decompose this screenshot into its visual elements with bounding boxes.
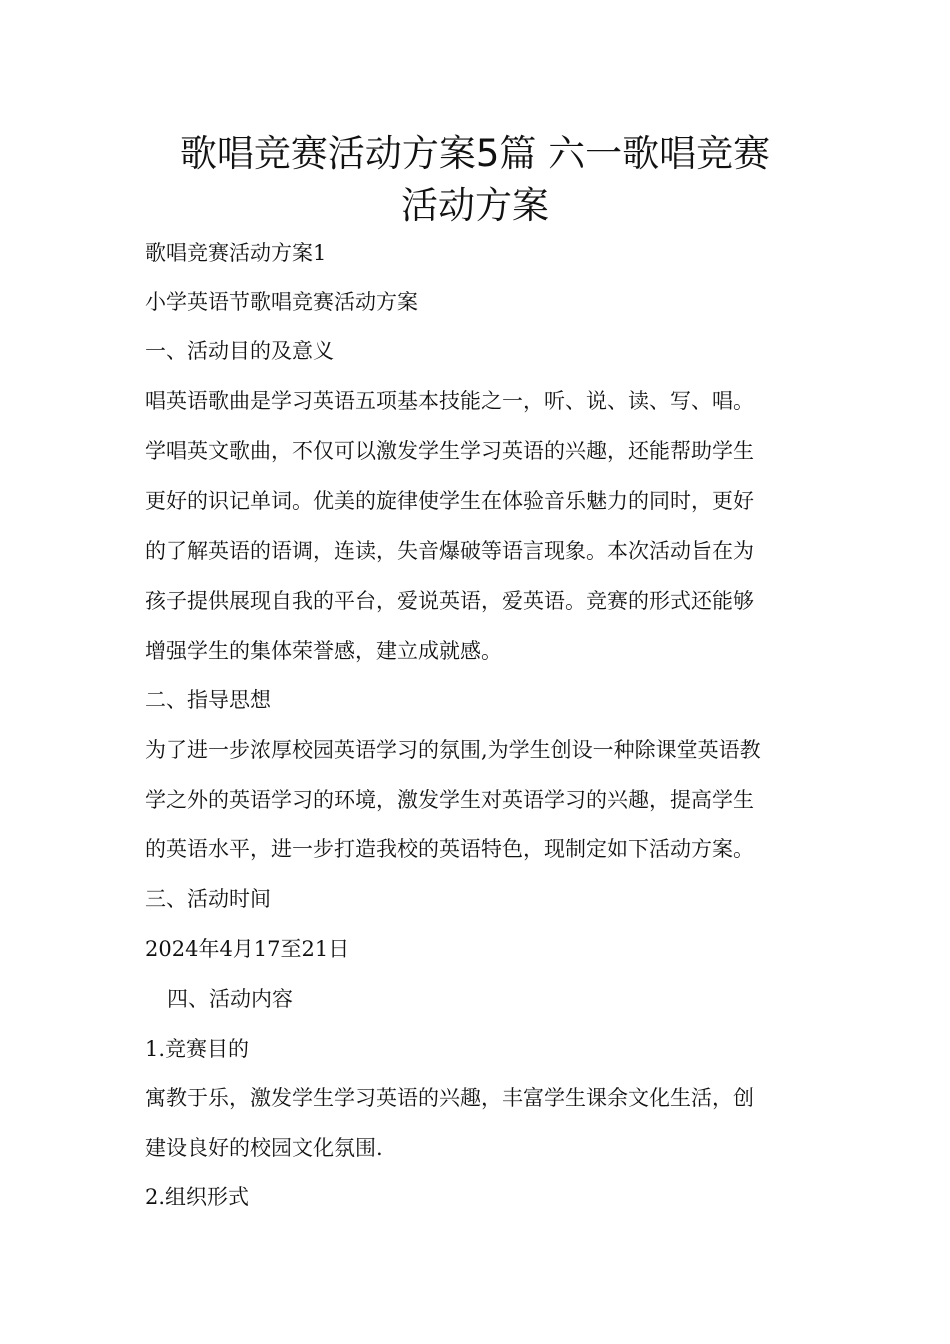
- date-line: 2024年4月17至21日: [145, 937, 350, 961]
- paragraph-line: 学唱英文歌曲，不仅可以激发学生学习英语的兴趣，还能帮助学生: [145, 439, 754, 463]
- paragraph-line: 唱英语歌曲是学习英语五项基本技能之一，听、说、读、写、唱。: [145, 389, 754, 413]
- section-heading: 三、活动时间: [145, 887, 271, 911]
- subsection-heading: 2.组织形式: [145, 1185, 250, 1209]
- paragraph-line: 寓教于乐，激发学生学习英语的兴趣，丰富学生课余文化生活，创: [145, 1086, 754, 1110]
- paragraph-line: 建设良好的校园文化氛围.: [145, 1136, 383, 1160]
- paragraph-line: 更好的识记单词。优美的旋律使学生在体验音乐魅力的同时，更好: [145, 489, 754, 513]
- paragraph-line: 的英语水平，进一步打造我校的英语特色，现制定如下活动方案。: [145, 837, 754, 861]
- subtitle: 小学英语节歌唱竞赛活动方案: [145, 290, 418, 314]
- paragraph-line: 孩子提供展现自我的平台，爱说英语，爱英语。竞赛的形式还能够: [145, 589, 754, 613]
- section-heading: 二、指导思想: [145, 688, 271, 712]
- paragraph-line: 的了解英语的语调，连读，失音爆破等语言现象。本次活动旨在为: [145, 539, 754, 563]
- section-heading: 四、活动内容: [167, 987, 293, 1011]
- title-line-2: 活动方案: [401, 184, 549, 227]
- section-heading: 歌唱竞赛活动方案1: [145, 241, 327, 265]
- paragraph-line: 学之外的英语学习的环境，激发学生对英语学习的兴趣，提高学生: [145, 788, 754, 812]
- document-title: [100, 128, 850, 232]
- paragraph-line: 为了进一步浓厚校园英语学习的氛围,为学生创设一种除课堂英语教: [145, 738, 761, 762]
- paragraph-line: 增强学生的集体荣誉感，建立成就感。: [145, 639, 502, 663]
- section-heading: 一、活动目的及意义: [145, 339, 334, 363]
- subsection-heading: 1.竞赛目的: [145, 1037, 250, 1061]
- title-line-1: 歌唱竞赛活动方案5篇 六一歌唱竞赛: [179, 132, 771, 175]
